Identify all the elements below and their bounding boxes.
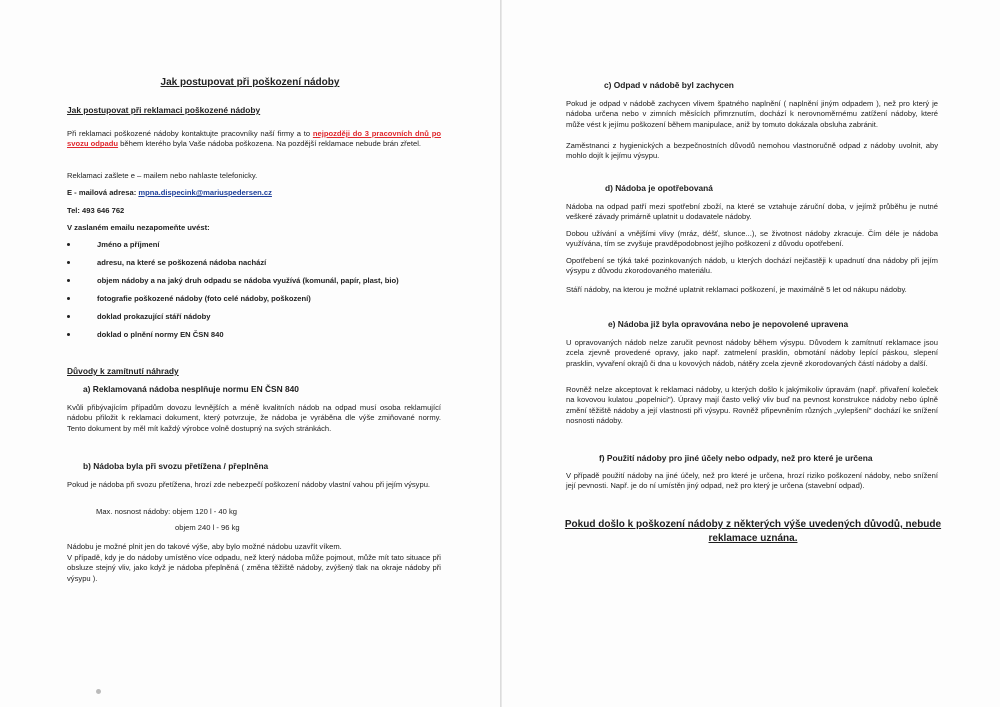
section-b-title: b) Nádoba byla při svozu přetížena / přeplněna (83, 461, 269, 471)
right-page (502, 0, 1000, 707)
email-line (67, 188, 441, 198)
bullet-icon (67, 333, 70, 336)
list-item: Jméno a příjmení (97, 240, 159, 249)
email-label: E - mailová adresa: (67, 188, 139, 197)
section-e-text-2: Rovněž nelze akceptovat k reklamaci nádoby, u kterých došlo k jakýmikoliv úpravám (např. přivaření koleček na kovovou kulatou „popelnici"). Úpravy mají často velký vliv buď na pevnost konstrukce nádoby nebo úplně změní těžiště nádoby a její vlastnosti při výsypu. Rovněž připevněním různých „vylepšení" dochází ke snížení nosnosti nádoby. (566, 385, 938, 426)
bullet-icon (67, 297, 70, 300)
report-instructions: Reklamaci zašlete e – mailem nebo nahlaste telefonicky. (67, 171, 258, 180)
list-item: objem nádoby a na jaký druh odpadu se nádoba využívá (komunál, papír, plast, bio) (97, 276, 399, 285)
list-item: doklad o plnění normy EN ČSN 840 (97, 330, 224, 339)
section-b-text-2: Nádobu je možné plnit jen do takové výše, aby bylo možné nádobu uzavřít víkem. (67, 542, 342, 551)
section-d-title: d) Nádoba je opotřebovaná (605, 183, 713, 193)
section-e-title: e) Nádoba již byla opravována nebo je nepovolené upravena (608, 319, 849, 329)
list-item: fotografie poškozené nádoby (foto celé nádoby, poškození) (97, 294, 311, 303)
section-c-text: Pokud je odpad v nádobě zachycen vlivem špatného naplnění ( naplnění jiným odpadem ), než pro který je nádoba určena nebo v zimních měsících přimrznutím, dochází k nerovnoměrnému zatížení nádoby, které může vést k jejímu poškození během manipulace, aniž by tomuto dokázala obsluha zabránit. (566, 99, 938, 129)
bullet-icon (67, 315, 70, 318)
list-item: doklad prokazující stáří nádoby (97, 312, 211, 321)
list-item: adresu, na které se poškozená nádoba nachází (97, 258, 266, 267)
bullet-icon (67, 279, 70, 282)
rejection-reasons-heading: Důvody k zamítnutí náhrady (67, 366, 179, 376)
complaint-subtitle: Jak postupovat při reklamaci poškozené nádoby (67, 105, 261, 115)
section-b-text-3: V případě, kdy je do nádoby umístěno více odpadu, než který nádoba může pojmout, může mít tato situace při obsluze stejný vliv, jako když je nádoba přeplněná ( změna těžiště nádoby, zvýšený tlak na okraje nádoby při výsypu ). (67, 553, 441, 583)
intro-text-start: Při reklamaci poškozené nádoby kontaktujte pracovníky naší firmy a to (67, 129, 313, 138)
section-a-text: Kvůli přibývajícím případům dovozu levnějších a méně kvalitních nádob na odpad musí osoba reklamující nádobu přiložit k reklamaci dokument, který potvrzuje, že nádoba je vyráběna dle výše zmiňované normy. Tento dokument by měl mít každý výrobce volně dostupný na svých stránkách. (67, 403, 441, 433)
section-c-text-2: Zaměstnanci z hygienických a bezpečnostních důvodů nemohou vlastnoručně odpad z nádoby uvolnit, aby mohlo dojít k jejímu výsypu. (566, 141, 938, 161)
bullet-icon (67, 243, 70, 246)
section-d-text-3: Opotřebení se týká také pozinkovaných nádob, u kterých dochází nejčastěji k upadnutí dna nádoby při jejím výsypu z důvodu zkorodovaného materiálu. (566, 256, 938, 276)
section-d-text: Nádoba na odpad patří mezi spotřební zboží, na které se vztahuje záruční doba, v jejímž průběhu je nutné veškeré závady primárně uplatnit u dodavatele nádoby. (566, 202, 938, 222)
section-f-text: V případě použití nádoby na jiné účely, než pro které je určena, hrozí riziko poškození nádoby, nebo snížení její pevnosti. Např. je do ní umístěn jiný odpad, než pro který je určena (stavební odpad). (566, 471, 938, 491)
phone-number: Tel: 493 646 762 (67, 206, 125, 215)
section-c-title: c) Odpad v nádobě byl zachycen (604, 80, 734, 90)
section-f-title: f) Použití nádoby pro jiné účely nebo odpady, než pro které je určena (599, 453, 873, 463)
section-e-text: U opravovaných nádob nelze zaručit pevnost nádoby během výsypu. Důvodem k zamítnutí reklamace jsou zcela zjevně provedené opravy, jako např. zatmelení prasklin, obmotání nádoby lepící páskou, slepení prasklin, vyvaření okrajů či dna u kovových nádob, nátěry zcela zjevně zkorodovaných částí nádoby a další. (566, 338, 938, 368)
deadline-highlight: nejpozději do 3 pracovních dnů po svozu odpadu (67, 129, 441, 149)
load-capacity-240: objem 240 l - 96 kg (175, 523, 240, 532)
final-notice: Pokud došlo k poškození nádoby z některých výše uvedených důvodů, nebude reklamace uznána. (564, 519, 942, 544)
required-info-list (97, 240, 467, 350)
email-link[interactable]: mpna.dispecink@mariuspedersen.cz (138, 188, 272, 197)
list-heading: V zaslaném emailu nezapomeňte uvést: (67, 223, 210, 232)
document-title: Jak postupovat při poškození nádoby (160, 77, 340, 88)
intro-paragraph (67, 129, 441, 150)
section-d-text-2: Dobou užívání a vnějšími vlivy (mráz, déšť, slunce...), se životnost nádoby zkracuje. Čím déle je nádoba využívána, tím se zvyšuje pravděpodobnost jejího poškození z důvodu opotřebení. (566, 229, 938, 249)
scan-artifact-mark (96, 689, 101, 694)
intro-text-end: během kterého byla Vaše nádoba poškozena. Na pozdější reklamace nebude brán zřetel. (118, 139, 422, 149)
load-capacity-120: Max. nosnost nádoby: objem 120 l - 40 kg (96, 507, 237, 516)
section-a-title: a) Reklamovaná nádoba nesplňuje normu EN ČSN 840 (83, 384, 299, 394)
section-b-text: Pokud je nádoba při svozu přetížena, hrozí zde nebezpečí poškození nádoby vlastní vahou při jejím výsypu. (67, 480, 431, 489)
bullet-icon (67, 261, 70, 264)
section-d-text-4: Stáří nádoby, na kterou je možné uplatnit reklamaci poškození, je maximálně 5 let od nákupu nádoby. (566, 285, 907, 294)
